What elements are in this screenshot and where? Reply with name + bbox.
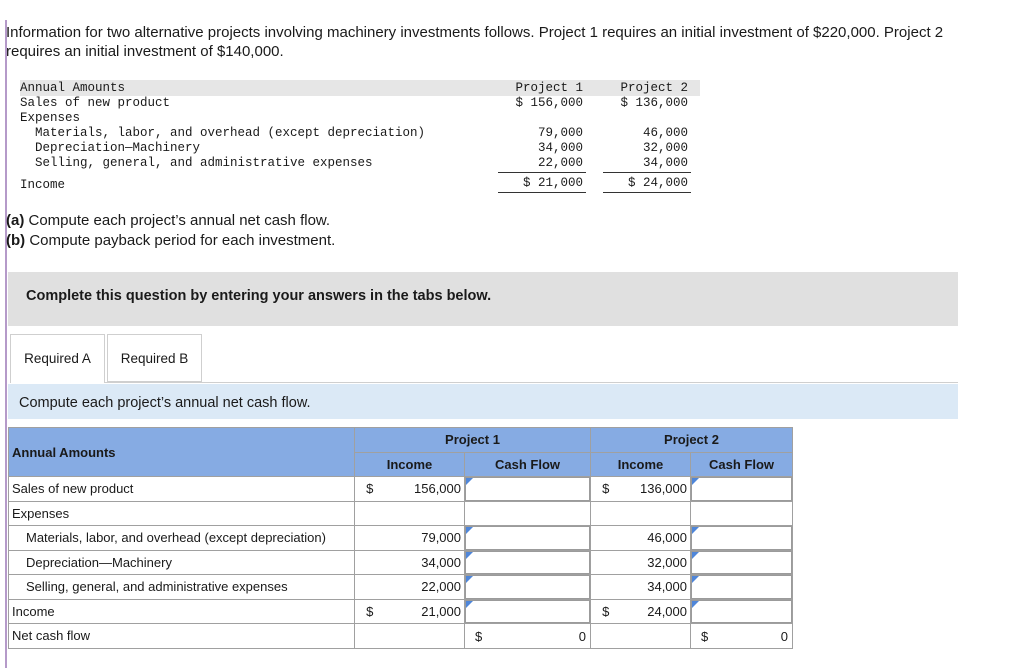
given-depreciation-label: Depreciation—Machinery <box>35 141 201 155</box>
p1-income-expenses-empty <box>355 501 465 526</box>
p1-income-income: 21,000 <box>385 599 465 624</box>
p1-income-net-empty <box>355 624 465 649</box>
p1-cashflow-selling-input[interactable] <box>465 575 591 600</box>
left-accent-bar <box>5 20 7 668</box>
answer-table <box>8 427 793 649</box>
given-selling-label: Selling, general, and administrative expenses <box>35 156 373 170</box>
table-row <box>9 526 793 551</box>
row-label-materials: Materials, labor, and overhead (except depreciation) <box>9 526 355 551</box>
p2-income-expenses-empty <box>591 501 691 526</box>
given-materials-p1: 79,000 <box>537 126 583 140</box>
p2-net-cash-flow-value: 0 <box>780 629 788 644</box>
header-p1-cashflow: Cash Flow <box>465 452 591 477</box>
p1-income-materials: 79,000 <box>355 526 465 551</box>
dollar-sign: $ <box>475 629 483 644</box>
given-expenses-label: Expenses <box>20 111 81 125</box>
p2-cashflow-sales-input[interactable] <box>691 477 793 502</box>
p1-cashflow-sales-input[interactable] <box>465 477 591 502</box>
given-income-label: Income <box>20 178 66 192</box>
p2-cashflow-depreciation-input[interactable] <box>691 550 793 575</box>
dollar-sign: $ <box>701 629 709 644</box>
p1-income-selling: 22,000 <box>355 575 465 600</box>
given-selling-p2: 34,000 <box>642 156 688 170</box>
p1-cashflow-depreciation-input[interactable] <box>465 550 591 575</box>
p2-cashflow-income-input[interactable] <box>691 599 793 624</box>
given-header-p2: Project 2 <box>620 81 688 95</box>
p2-income-sales: 136,000 <box>621 477 691 502</box>
p2-income-depreciation: 32,000 <box>591 550 691 575</box>
given-sales-p2: $ 136,000 <box>620 96 688 110</box>
given-sales-p1: $ 156,000 <box>515 96 583 110</box>
p1-income-depreciation: 34,000 <box>355 550 465 575</box>
header-p1-income: Income <box>355 452 465 477</box>
row-label-income: Income <box>9 599 355 624</box>
given-double-rule-p1 <box>498 192 586 193</box>
question-b <box>6 232 335 249</box>
p2-income-net-empty <box>591 624 691 649</box>
question-a <box>6 212 330 229</box>
given-depreciation-p1: 34,000 <box>537 141 583 155</box>
p2-income-income: 24,000 <box>621 599 691 624</box>
table-row <box>9 550 793 575</box>
given-header-p1: Project 1 <box>515 81 583 95</box>
row-label-sales: Sales of new product <box>9 477 355 502</box>
tab-divider <box>105 382 958 383</box>
given-income-p1: $ 21,000 <box>522 176 583 190</box>
question-a-tag: (a) <box>6 212 25 229</box>
p2-net-cash-flow <box>691 624 793 649</box>
banner-text: Complete this question by entering your answers in the tabs below. <box>26 288 492 304</box>
p2-cashflow-materials-input[interactable] <box>691 526 793 551</box>
header-project-1: Project 1 <box>355 428 591 453</box>
header-p2-income: Income <box>591 452 691 477</box>
p2-income-selling: 34,000 <box>591 575 691 600</box>
dollar-sign: $ <box>591 477 621 502</box>
p2-cashflow-selling-input[interactable] <box>691 575 793 600</box>
tab-instruction-bar <box>8 384 958 419</box>
given-selling-p1: 22,000 <box>537 156 583 170</box>
tab-instruction-text: Compute each project’s annual net cash flow. <box>19 395 311 411</box>
p2-cashflow-expenses-empty <box>691 501 793 526</box>
table-row <box>9 575 793 600</box>
row-label-depreciation: Depreciation—Machinery <box>9 550 355 575</box>
given-double-rule-p2 <box>603 192 691 193</box>
given-income-p2: $ 24,000 <box>627 176 688 190</box>
header-project-2: Project 2 <box>591 428 793 453</box>
given-materials-p2: 46,000 <box>642 126 688 140</box>
p1-cashflow-expenses-empty <box>465 501 591 526</box>
table-row <box>9 477 793 502</box>
question-a-text: Compute each project’s annual net cash flow. <box>24 212 331 229</box>
table-row <box>9 501 793 526</box>
p2-income-materials: 46,000 <box>591 526 691 551</box>
row-label-selling: Selling, general, and administrative expenses <box>9 575 355 600</box>
dollar-sign: $ <box>355 477 385 502</box>
row-label-net-cash-flow: Net cash flow <box>9 624 355 649</box>
header-p2-cashflow: Cash Flow <box>691 452 793 477</box>
table-row <box>9 624 793 649</box>
given-rule-p1 <box>498 172 586 173</box>
question-b-text: Compute payback period for each investment. <box>25 232 336 249</box>
table-row <box>9 599 793 624</box>
p1-net-cash-flow <box>465 624 591 649</box>
dollar-sign: $ <box>355 599 385 624</box>
tab-required-b[interactable]: Required B <box>107 334 202 382</box>
problem-intro: Information for two alternative projects involving machinery investments follows. Project 1 requires an initial investment of $220,000. Project 2 requires an initial investment of $140,000. <box>6 24 944 60</box>
given-materials-label: Materials, labor, and overhead (except depreciation) <box>35 126 426 140</box>
given-header-label: Annual Amounts <box>20 81 126 95</box>
question-b-tag: (b) <box>6 232 26 249</box>
given-depreciation-p2: 32,000 <box>642 141 688 155</box>
header-annual-amounts: Annual Amounts <box>9 428 355 477</box>
tab-required-a[interactable]: Required A <box>10 334 105 383</box>
p1-income-sales: 156,000 <box>385 477 465 502</box>
given-rule-p2 <box>603 172 691 173</box>
p1-net-cash-flow-value: 0 <box>578 629 586 644</box>
row-label-expenses: Expenses <box>9 501 355 526</box>
dollar-sign: $ <box>591 599 621 624</box>
p1-cashflow-materials-input[interactable] <box>465 526 591 551</box>
instructions-banner <box>8 272 958 326</box>
given-sales-label: Sales of new product <box>20 96 171 110</box>
p1-cashflow-income-input[interactable] <box>465 599 591 624</box>
